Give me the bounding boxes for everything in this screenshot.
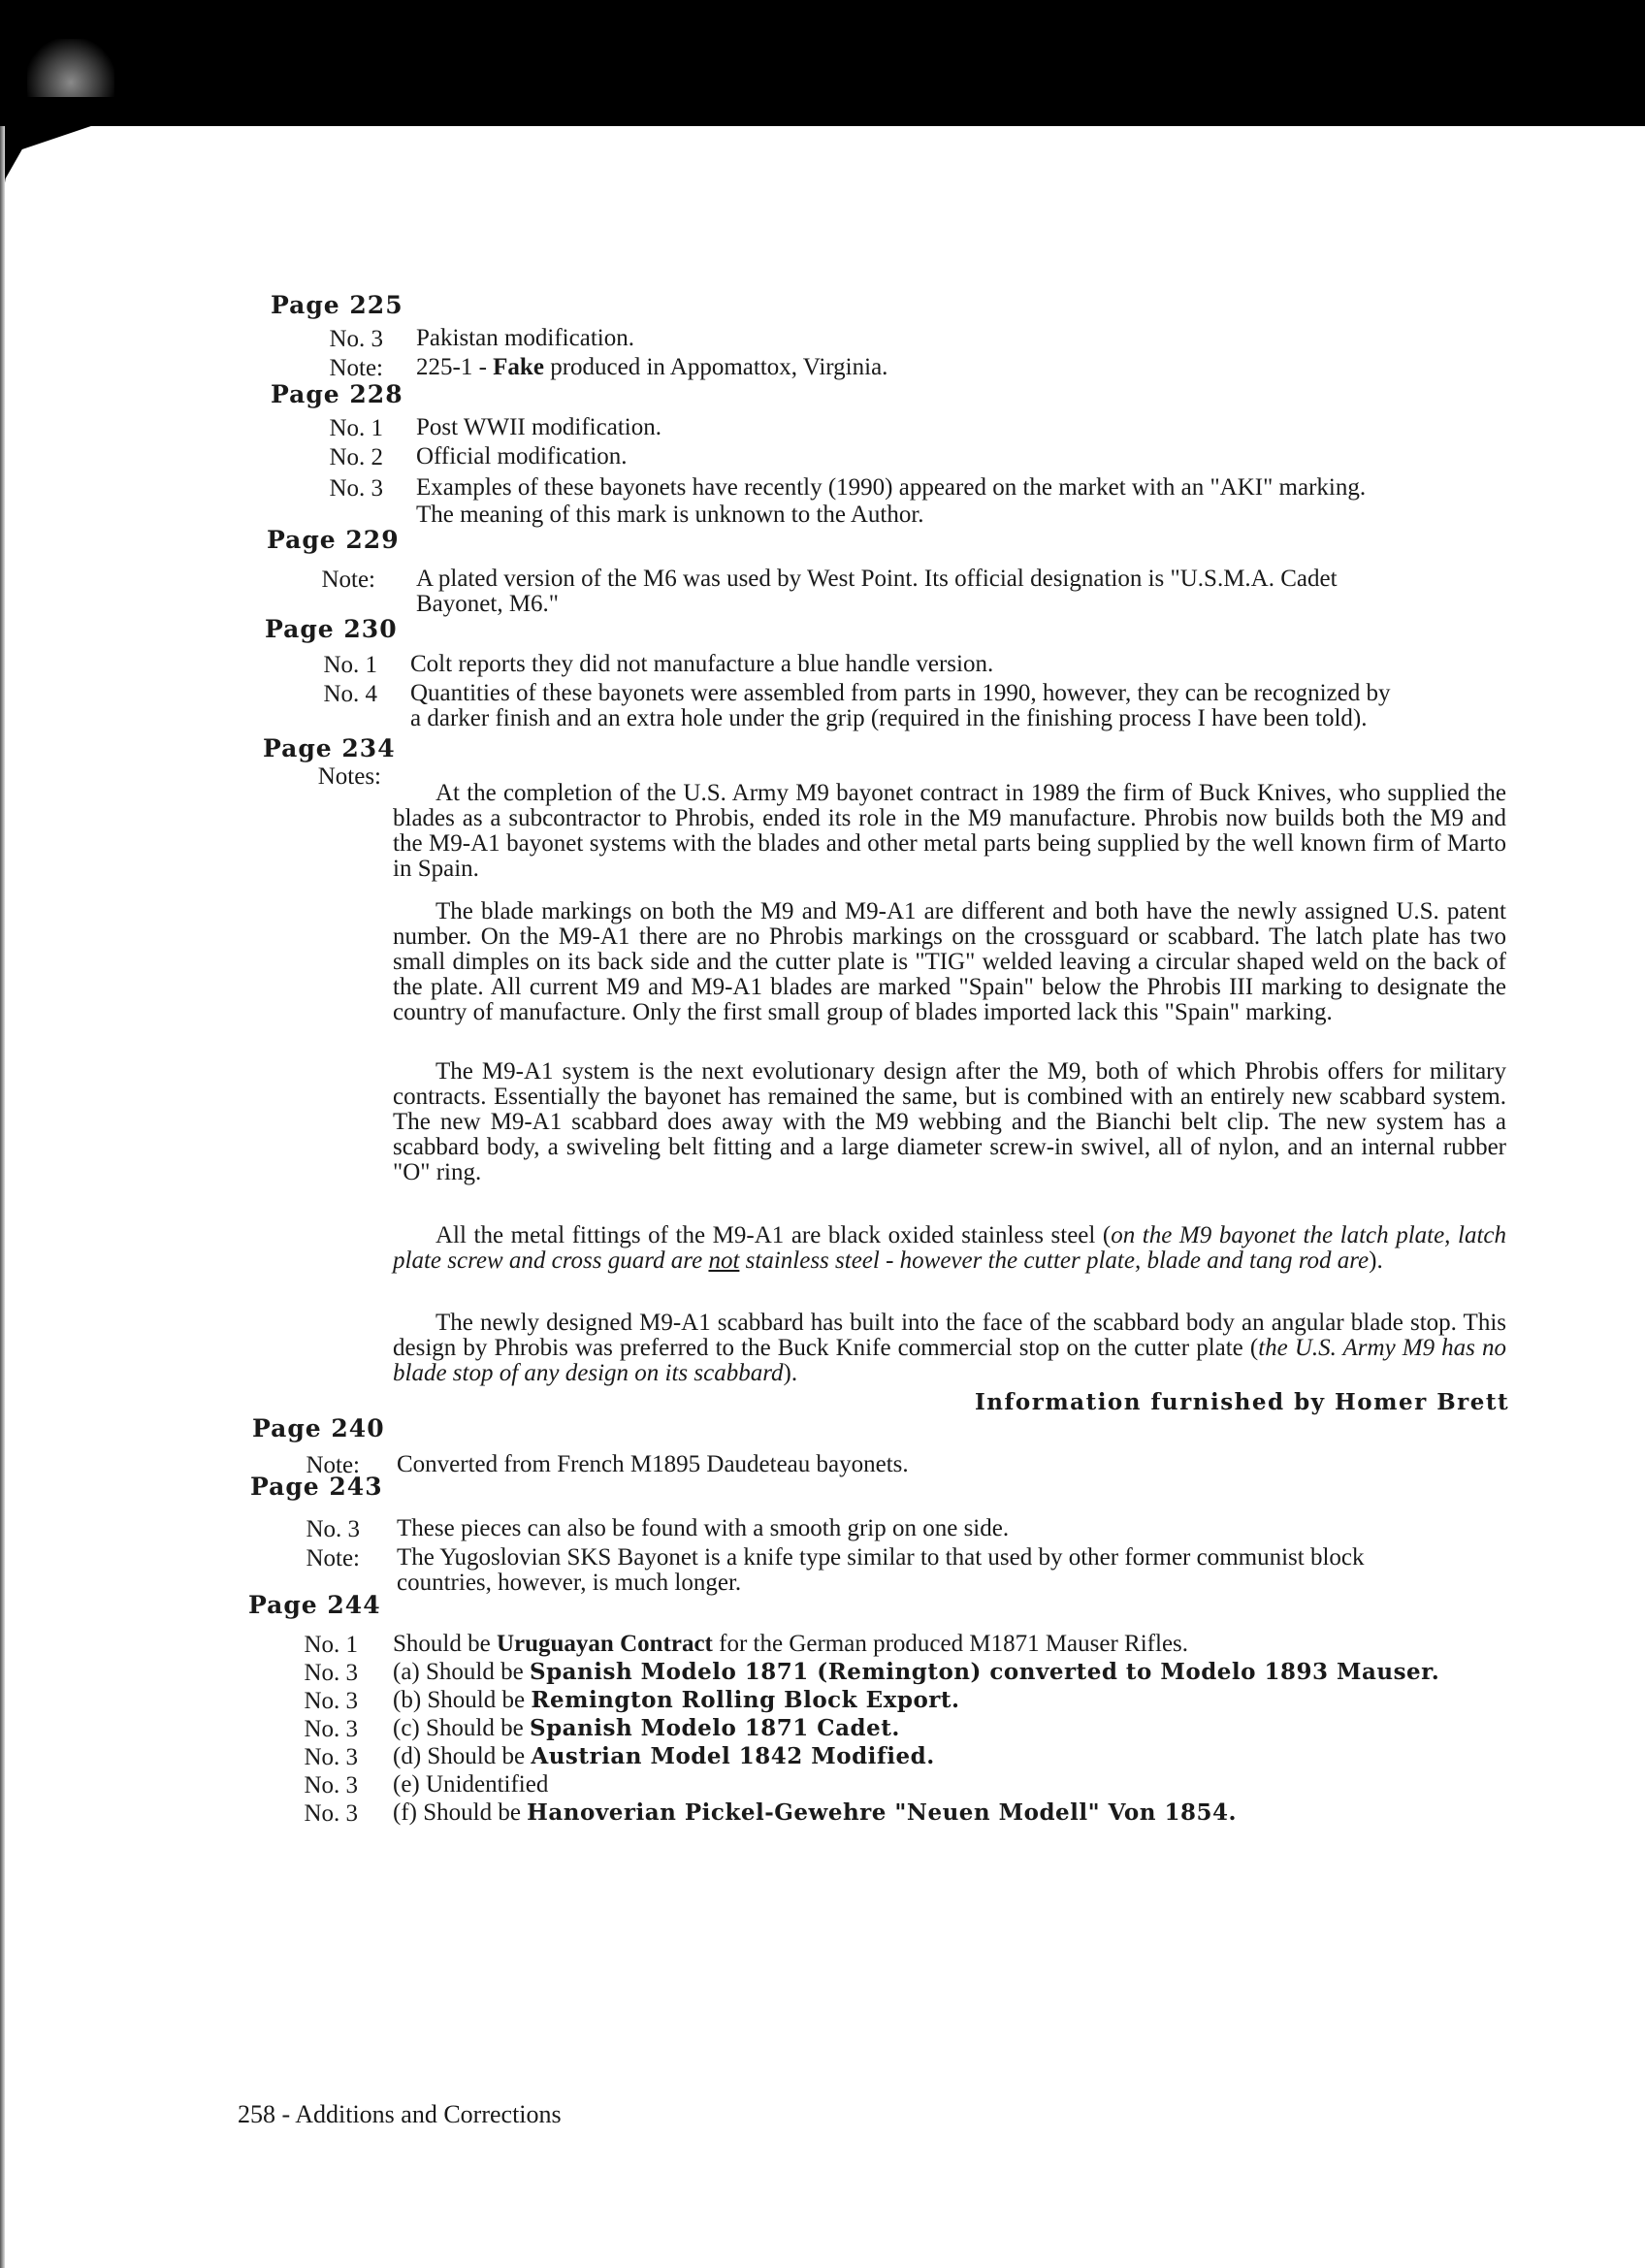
item-text <box>410 706 1367 731</box>
text-run: Uruguayan Contract <box>496 1631 713 1657</box>
text-run: Post WWII modification. <box>416 414 661 440</box>
item-text <box>393 1772 548 1798</box>
page-reference-heading: Page 243 <box>250 1473 383 1501</box>
text-run: (c) Should be <box>393 1715 530 1741</box>
text-run: the U.S. Army M9 has no blade stop of any design on its scabbard <box>393 1335 1506 1386</box>
text-run: (b) Should be <box>393 1687 532 1713</box>
text-run: All the metal fittings of the M9-A1 are black oxided stainless steel ( <box>435 1222 1112 1248</box>
text-run: stainless steel - however the cutter plate, blade and tang rod are <box>739 1247 1370 1274</box>
text-run: Should be <box>393 1631 497 1657</box>
text-run: ). <box>783 1360 798 1386</box>
item-label: No. 1 <box>323 652 377 678</box>
item-label: No. 2 <box>329 444 383 470</box>
page-reference-heading: Page 225 <box>271 291 403 319</box>
text-run: (e) Unidentified <box>393 1771 549 1798</box>
text-run: The meaning of this mark is unknown to the Author. <box>416 502 924 528</box>
text-run: Remington Rolling Block Export. <box>531 1687 960 1713</box>
notes-paragraph <box>393 781 1506 882</box>
item-text <box>416 592 559 617</box>
item-label: No. 3 <box>304 1688 358 1714</box>
item-text <box>393 1660 1439 1685</box>
notes-paragraph <box>393 1059 1506 1185</box>
item-text <box>410 652 993 677</box>
text-run: Fake <box>493 354 544 380</box>
notes-paragraph <box>393 1223 1506 1274</box>
text-run: Hanoverian Pickel-Gewehre "Neuen Modell" Von 1854. <box>527 1799 1237 1826</box>
notes-paragraph <box>393 899 1506 1025</box>
text-run: A plated version of the M6 was used by West Point. Its official designation is "U.S.M.A. Cadet <box>416 566 1338 592</box>
item-text <box>397 1452 909 1477</box>
text-run: Spanish Modelo 1871 Cadet. <box>529 1715 900 1741</box>
text-run: The M9-A1 system is the next evolutionary design after the M9, both of which Phrobis offers for military contracts. Essentially the bayonet has remained the same, but is combined with an entirely new scabbard system. The new M9-A1 scabbard does away with the M9 webbing and the Bianchi belt clip. The new system has a scabbard body, a swiveling belt fitting and a large diameter screw-in swivel, all of nylon, and an internal rubber "O" ring. <box>393 1058 1506 1185</box>
item-text <box>416 502 924 528</box>
text-run: Colt reports they did not manufacture a blue handle version. <box>410 651 994 677</box>
item-text <box>393 1632 1188 1657</box>
credit-line: Information furnished by Homer Brett <box>975 1389 1510 1415</box>
text-run: (f) Should be <box>393 1799 528 1826</box>
item-text <box>416 444 628 470</box>
item-text <box>397 1571 741 1596</box>
item-label: No. 4 <box>323 681 377 707</box>
item-text <box>393 1800 1237 1826</box>
item-text <box>416 355 887 380</box>
page-reference-heading: Page 244 <box>248 1591 381 1619</box>
item-text <box>397 1516 1009 1541</box>
item-text <box>393 1744 935 1769</box>
text-run: ). <box>1369 1247 1383 1274</box>
text-run: Examples of these bayonets have recently (1990) appeared on the market with an "AKI" marking. <box>416 474 1367 501</box>
text-run: These pieces can also be found with a smooth grip on one side. <box>397 1515 1010 1541</box>
item-text <box>416 567 1338 592</box>
item-label: Note: <box>306 1545 360 1571</box>
item-label: No. 3 <box>304 1716 358 1742</box>
item-text <box>416 415 661 440</box>
page-reference-heading: Page 228 <box>271 380 403 408</box>
item-text <box>397 1545 1365 1571</box>
page-reference-heading: Page 234 <box>263 734 396 762</box>
page-reference-heading: Page 230 <box>265 615 398 643</box>
text-run: 225-1 - <box>416 354 494 380</box>
text-run: Spanish Modelo 1871 (Remington) converted to Modelo 1893 Mauser. <box>529 1659 1440 1685</box>
item-label: No. 3 <box>304 1800 358 1827</box>
item-label: Note: <box>329 355 383 381</box>
text-run: The blade markings on both the M9 and M9-A1 are different and both have the newly assigned U.S. patent number. On the M9-A1 there are no Phrobis markings on the crossguard or scabbard. The latch plate has two small dimples on its back side and the cutter plate is "TIG" welded leaving a circular shaped weld on the back of the plate. All current M9 and M9-A1 blades are marked "Spain" below the Phrobis III marking to designate the country of manufacture. Only the first small group of blades imported lack this "Spain" marking. <box>393 898 1506 1025</box>
item-label: Note: <box>306 1452 360 1478</box>
text-run: Quantities of these bayonets were assembled from parts in 1990, however, they can be recognized by <box>410 680 1391 706</box>
text-run: not <box>708 1247 740 1274</box>
text-run: (d) Should be <box>393 1743 532 1769</box>
page-footer: 258 - Additions and Corrections <box>238 2100 562 2128</box>
item-label: No. 3 <box>329 475 383 502</box>
text-run: The Yugoslovian SKS Bayonet is a knife type similar to that used by other former communist block <box>397 1544 1365 1571</box>
text-run: countries, however, is much longer. <box>397 1570 742 1596</box>
text-run: a darker finish and an extra hole under the grip (required in the finishing process I have been told). <box>410 705 1368 731</box>
item-label: No. 3 <box>304 1660 358 1686</box>
item-text <box>416 326 634 351</box>
text-run: The newly designed M9-A1 scabbard has built into the face of the scabbard body an angular blade stop. This design by Phrobis was preferred to the Buck Knife commercial stop on the cutter plate ( <box>393 1310 1506 1361</box>
text-run: for the German produced M1871 Mauser Rifles. <box>712 1631 1189 1657</box>
item-label: Notes: <box>317 763 381 790</box>
text-run: Pakistan modification. <box>416 325 634 351</box>
text-run: (a) Should be <box>393 1659 530 1685</box>
item-text <box>416 475 1366 501</box>
item-label: No. 1 <box>304 1632 358 1658</box>
text-run: Official modification. <box>416 443 628 470</box>
text-run: produced in Appomattox, Virginia. <box>543 354 888 380</box>
item-label: No. 3 <box>304 1772 358 1798</box>
item-label: No. 3 <box>306 1516 360 1542</box>
notes-paragraph <box>393 1311 1506 1386</box>
item-label: Note: <box>321 567 375 593</box>
text-run: on the M9 bayonet the latch plate, latch plate screw and cross guard are <box>393 1222 1506 1274</box>
page-reference-heading: Page 240 <box>252 1414 385 1442</box>
page-reference-heading: Page 229 <box>267 526 400 554</box>
item-text <box>393 1688 960 1713</box>
text-run: Converted from French M1895 Daudeteau bayonets. <box>397 1451 909 1477</box>
item-label: No. 1 <box>329 415 383 441</box>
text-run: Bayonet, M6." <box>416 591 559 617</box>
text-run: At the completion of the U.S. Army M9 bayonet contract in 1989 the firm of Buck Knives, who supplied the blades as a subcontractor to Phrobis, ended its role in the M9 manufacture. Phrobis now builds both the M9 and the M9-A1 bayonet systems with the blades and other metal parts being supplied by the well known firm of Marto in Spain. <box>393 780 1506 882</box>
item-text <box>393 1716 900 1741</box>
text-run: Austrian Model 1842 Modified. <box>531 1743 935 1769</box>
item-text <box>410 681 1390 706</box>
item-label: No. 3 <box>329 326 383 352</box>
item-label: No. 3 <box>304 1744 358 1770</box>
